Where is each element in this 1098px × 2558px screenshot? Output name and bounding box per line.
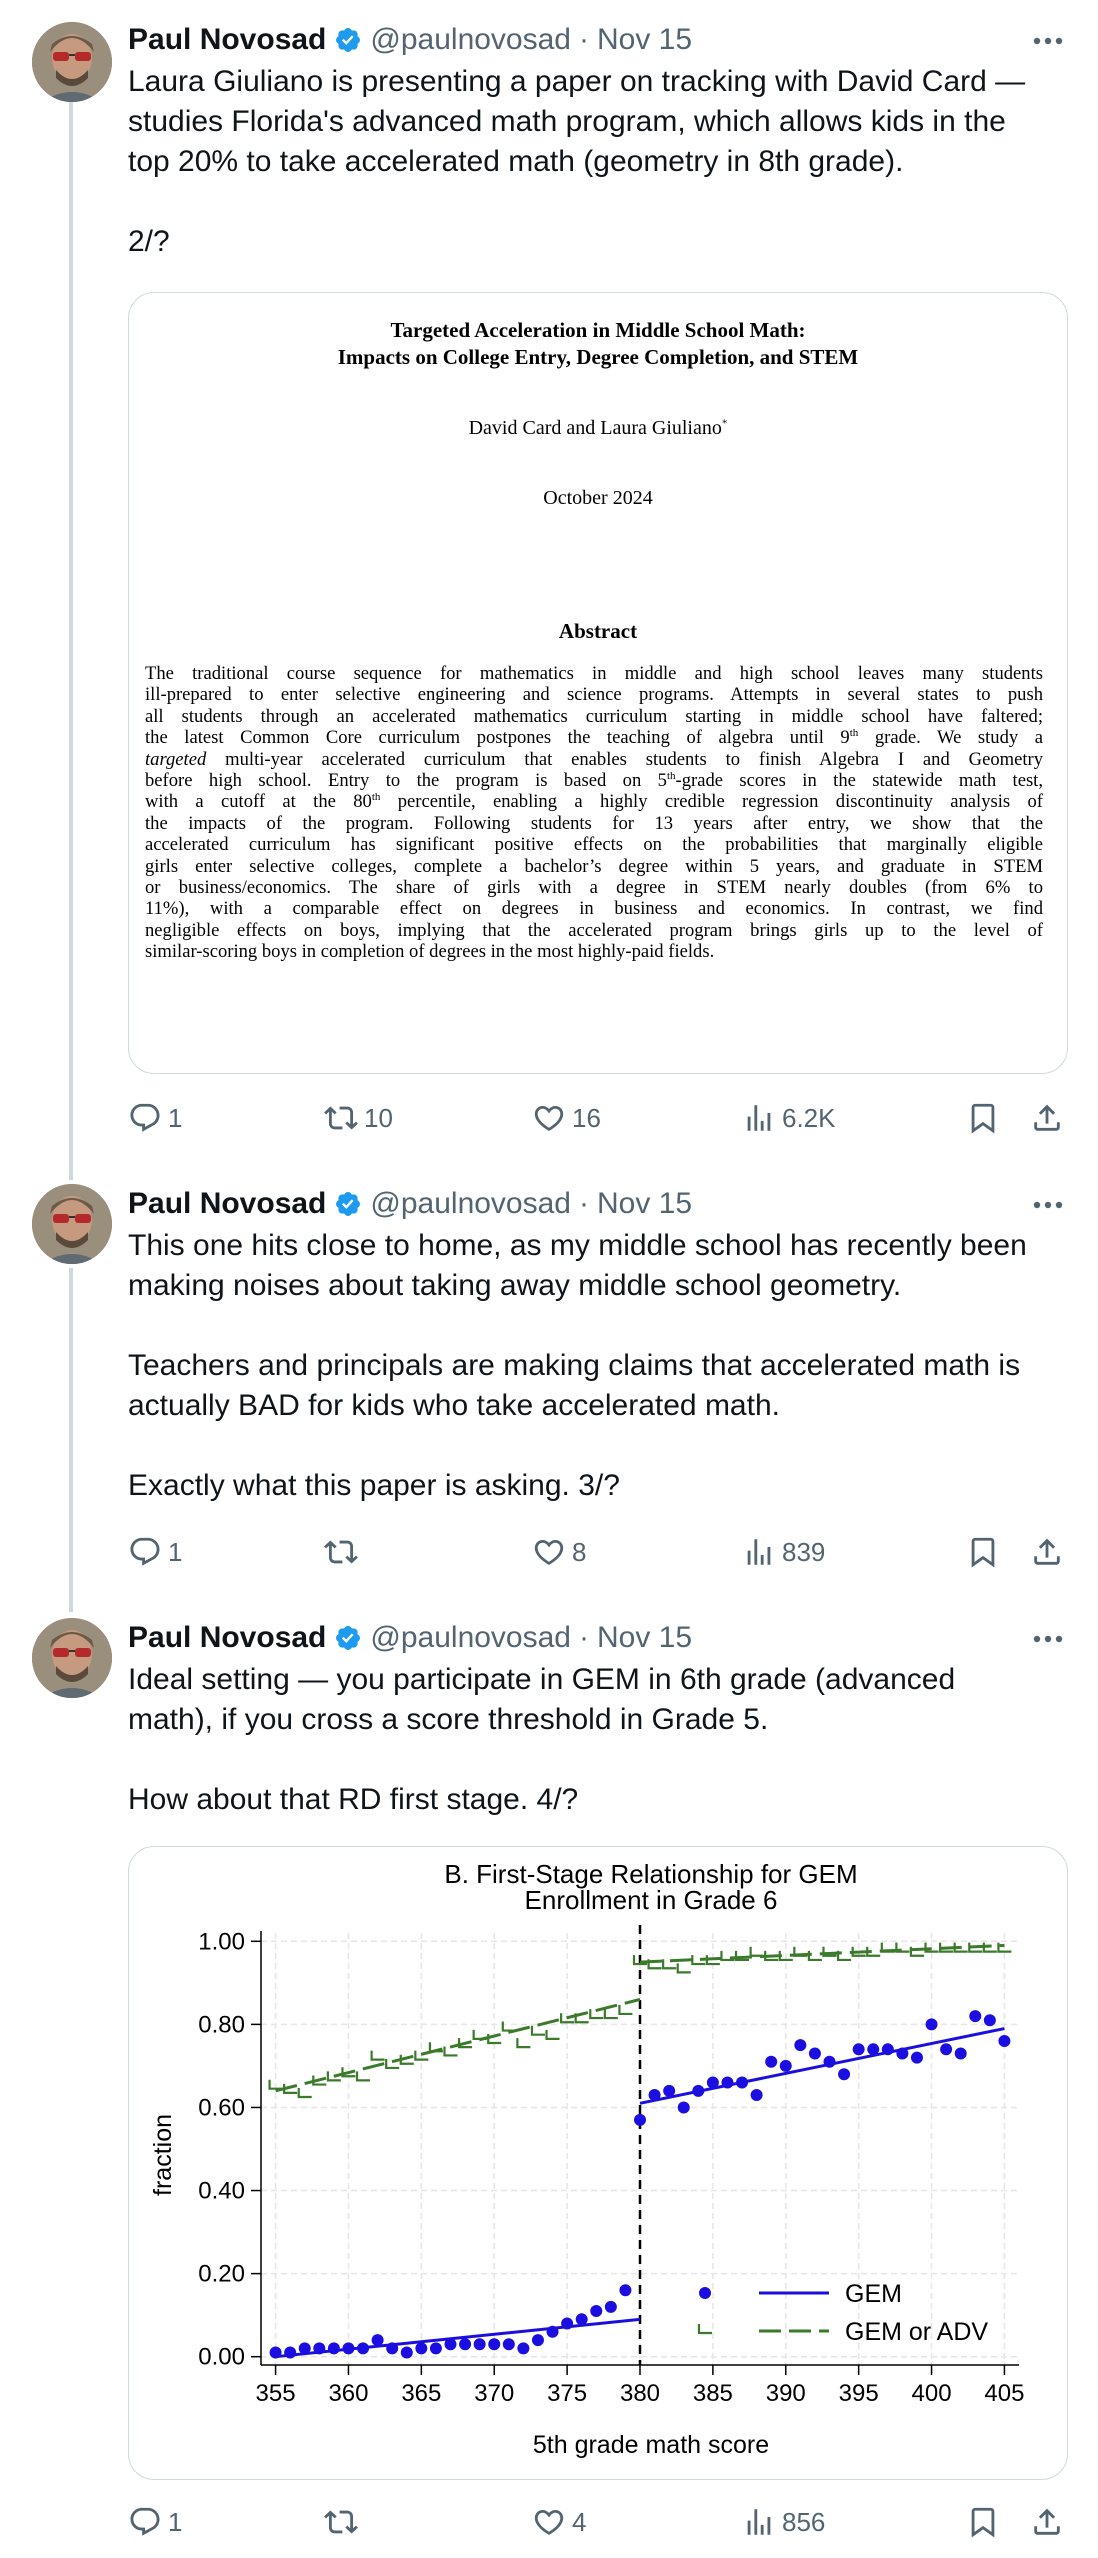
like-icon xyxy=(532,1101,566,1135)
data-point xyxy=(328,2342,340,2354)
data-point xyxy=(896,2047,908,2059)
data-point xyxy=(401,2347,413,2359)
bookmark-icon xyxy=(966,1101,1000,1135)
like-button[interactable] xyxy=(532,2500,586,2544)
chart-x-axis-label: 5th grade math score xyxy=(532,2431,770,2459)
paper-image-card[interactable] xyxy=(128,292,1068,1074)
abstract-body xyxy=(145,663,1043,963)
paper-title-line: Impacts on College Entry, Degree Completion, and STEM xyxy=(337,345,859,369)
share-icon xyxy=(1030,1101,1064,1135)
data-point xyxy=(270,2347,282,2359)
x-tick-label: 370 xyxy=(474,2380,515,2407)
more-icon[interactable] xyxy=(1028,1190,1068,1220)
abstract-line: before high school. Entry to the program is based on 5th-grade scores in the statewide math test, xyxy=(145,769,1043,792)
data-point xyxy=(882,2043,894,2055)
abstract-line: 11%), with a comparable effect on degrees in business and economics. In contrast, we find xyxy=(145,898,1043,920)
like-count: 16 xyxy=(572,1102,601,1133)
paper-date: October 2024 xyxy=(543,487,653,509)
paper-authors-text: David Card and Laura Giuliano xyxy=(468,417,722,439)
data-point xyxy=(721,2077,733,2089)
data-point xyxy=(503,2338,515,2350)
share-button[interactable] xyxy=(1030,1096,1064,1140)
share-button[interactable] xyxy=(1030,1530,1064,1574)
rd-chart xyxy=(129,1847,1067,2479)
tweet-text xyxy=(128,1660,1058,1820)
data-point xyxy=(342,2342,354,2354)
tweet-text-line: How about that RD first stage. 4/? xyxy=(128,1783,579,1816)
data-point xyxy=(590,2305,602,2317)
x-tick-label: 395 xyxy=(838,2380,879,2407)
like-button[interactable] xyxy=(532,1530,586,1574)
abstract-line: negligible effects on boys, implying that the accelerated program brings girls up to the level of xyxy=(145,919,1043,941)
data-point xyxy=(284,2347,296,2359)
author-name[interactable]: Paul Novosad xyxy=(128,1621,327,1654)
fit-line xyxy=(276,1999,640,2090)
legend-marker xyxy=(699,2324,712,2333)
author-handle[interactable]: @paulnovosad xyxy=(370,1187,571,1220)
abstract-line: the latest Common Core curriculum postpones the teaching of algebra until 9th grade. We study a xyxy=(145,727,1044,749)
share-icon xyxy=(1030,1535,1064,1569)
data-point xyxy=(605,2301,617,2313)
data-point xyxy=(955,2047,967,2059)
tweet-header xyxy=(128,1184,692,1224)
author-name[interactable]: Paul Novosad xyxy=(128,23,327,56)
abstract-line: ill-prepared to enter selective engineering and science programs. Attempts in several states to push xyxy=(145,684,1043,706)
x-tick-label: 390 xyxy=(765,2380,806,2407)
tweet-date[interactable]: Nov 15 xyxy=(597,1187,693,1220)
like-count: 8 xyxy=(572,1536,587,1567)
data-point xyxy=(692,2085,704,2097)
tweet-text-line: math), if you cross a score threshold in Grade 5. xyxy=(128,1703,769,1736)
more-icon[interactable] xyxy=(1028,26,1068,56)
tweet-text-line: making noises about taking away middle school geometry. xyxy=(128,1269,902,1302)
data-point xyxy=(299,2342,311,2354)
x-tick-label: 365 xyxy=(401,2380,442,2407)
data-point xyxy=(926,2018,938,2030)
data-point xyxy=(824,2056,836,2068)
tweet-text-line: Laura Giuliano is presenting a paper on tracking with David Card — xyxy=(128,65,1026,98)
abstract-line: the impacts of the program. Following students for 13 years after entry, we show that the xyxy=(145,812,1043,834)
tweet-text-line: This one hits close to home, as my middle school has recently been xyxy=(128,1229,1027,1262)
data-point xyxy=(969,2010,981,2022)
tweet-actions xyxy=(128,1096,1070,1140)
data-point xyxy=(619,2284,631,2296)
y-tick-label: 0.00 xyxy=(198,2343,245,2371)
x-tick-label: 405 xyxy=(984,2380,1025,2407)
paper-authors xyxy=(129,417,1067,440)
data-point xyxy=(707,2077,719,2089)
y-tick-label: 0.40 xyxy=(198,2177,245,2205)
data-point xyxy=(474,2338,486,2350)
repost-button[interactable] xyxy=(324,2500,364,2544)
data-point xyxy=(415,2342,427,2354)
reply-count: 1 xyxy=(168,2506,183,2537)
data-point xyxy=(576,2313,588,2325)
avatar[interactable] xyxy=(32,1184,112,1264)
repost-icon xyxy=(324,1101,358,1135)
repost-icon xyxy=(324,2505,358,2539)
abstract-line: targeted multi-year accelerated curriculum that enables students to finish Algebra I and Geometry xyxy=(145,748,1043,770)
data-point xyxy=(503,2022,516,2031)
fit-line xyxy=(640,1945,1004,1962)
y-tick-label: 0.20 xyxy=(198,2260,245,2288)
x-tick-label: 355 xyxy=(255,2380,296,2407)
data-point xyxy=(386,2342,398,2354)
avatar[interactable] xyxy=(32,1618,112,1698)
tweet-text-line: 2/? xyxy=(128,225,170,258)
x-tick-label: 375 xyxy=(547,2380,588,2407)
separator-dot: · xyxy=(579,1187,589,1220)
author-name[interactable]: Paul Novosad xyxy=(128,1187,327,1220)
tweet-text-line: Teachers and principals are making claims that accelerated math is xyxy=(128,1349,1021,1382)
legend-label: GEM xyxy=(845,2280,902,2308)
paper-title xyxy=(129,317,1067,371)
y-tick-label: 0.80 xyxy=(198,2011,245,2039)
y-tick-label: 0.60 xyxy=(198,2094,245,2122)
more-icon[interactable] xyxy=(1028,1624,1068,1654)
like-button[interactable] xyxy=(532,1096,601,1140)
paper-authors-mark: * xyxy=(721,417,728,430)
bookmark-button[interactable] xyxy=(966,1096,1000,1140)
tweet[interactable] xyxy=(0,0,1098,1180)
data-point xyxy=(998,2035,1010,2047)
tweet-date[interactable]: Nov 15 xyxy=(597,23,693,56)
abstract-line: or business/economics. The share of girls with a degree in STEM nearly doubles (from 6% to xyxy=(145,877,1043,899)
data-point xyxy=(867,2043,879,2055)
bookmark-icon xyxy=(966,2505,1000,2539)
data-point xyxy=(517,2342,529,2354)
views-count: 839 xyxy=(782,1536,826,1567)
views-count: 6.2K xyxy=(782,1102,836,1133)
views-button[interactable] xyxy=(742,1096,836,1140)
y-tick-label: 1.00 xyxy=(198,1928,245,1956)
bookmark-button[interactable] xyxy=(966,2500,1000,2544)
chart-y-axis-label: fraction xyxy=(149,2114,177,2196)
tweet-header xyxy=(128,20,692,60)
bookmark-icon xyxy=(966,1535,1000,1569)
data-point xyxy=(853,2043,865,2055)
verified-badge-icon xyxy=(334,1624,362,1652)
views-icon xyxy=(742,1101,776,1135)
data-point xyxy=(372,2334,384,2346)
tweet[interactable] xyxy=(0,1180,1098,1610)
verified-badge-icon xyxy=(334,1190,362,1218)
data-point xyxy=(751,1947,764,1956)
chart-legend xyxy=(699,2280,988,2346)
x-tick-label: 400 xyxy=(911,2380,952,2407)
reply-button[interactable] xyxy=(128,2500,182,2544)
abstract-line: similar-scoring boys in completion of degrees in the most highly-paid fields. xyxy=(145,941,715,963)
like-icon xyxy=(532,1535,566,1569)
data-point xyxy=(357,2071,370,2080)
reply-button[interactable] xyxy=(128,1530,182,1574)
abstract-line: The traditional course sequence for mathematics in middle and high school leaves many students xyxy=(145,663,1043,684)
repost-count: 10 xyxy=(364,1102,393,1133)
tweet-text-line: Ideal setting — you participate in GEM in 6th grade (advanced xyxy=(128,1663,956,1696)
data-point xyxy=(532,2026,545,2035)
abstract-line: accelerated curriculum has significant positive effects on the probabilities that marginally eligible xyxy=(145,834,1043,856)
data-point xyxy=(605,2009,618,2018)
views-button[interactable] xyxy=(742,1530,825,1574)
avatar-image xyxy=(32,1184,112,1264)
data-point xyxy=(911,2052,923,2064)
abstract-heading: Abstract xyxy=(558,619,638,643)
chart-image-card[interactable] xyxy=(128,1846,1068,2480)
tweet-text-line: Exactly what this paper is asking. 3/? xyxy=(128,1469,620,1502)
chart-title: Enrollment in Grade 6 xyxy=(524,1885,778,1915)
author-handle[interactable]: @paulnovosad xyxy=(370,1621,571,1654)
repost-icon xyxy=(324,1535,358,1569)
tweet-text-line: studies Florida's advanced math program, which allows kids in the xyxy=(128,105,1006,138)
data-point xyxy=(561,2317,573,2329)
separator-dot: · xyxy=(579,23,589,56)
data-point xyxy=(430,2342,442,2354)
reply-icon xyxy=(128,2505,162,2539)
abstract-line: with a cutoff at the 80th percentile, enabling a highly credible regression discontinuity analysis of xyxy=(145,791,1043,813)
reply-count: 1 xyxy=(168,1536,183,1567)
tweet-text-line: actually BAD for kids who take accelerated math. xyxy=(128,1389,780,1422)
share-icon xyxy=(1030,2505,1064,2539)
legend-marker xyxy=(699,2287,711,2299)
data-point xyxy=(751,2089,763,2101)
repost-button[interactable] xyxy=(324,1530,364,1574)
repost-button[interactable] xyxy=(324,1096,393,1140)
x-tick-label: 385 xyxy=(692,2380,733,2407)
tweet-text-line: top 20% to take accelerated math (geometry in 8th grade). xyxy=(128,145,904,178)
verified-badge-icon xyxy=(334,26,362,54)
reply-icon xyxy=(128,1101,162,1135)
data-point xyxy=(547,2326,559,2338)
data-point xyxy=(780,2060,792,2072)
data-point xyxy=(678,1963,691,1972)
data-point xyxy=(532,2334,544,2346)
like-icon xyxy=(532,2505,566,2539)
views-count: 856 xyxy=(782,2506,826,2537)
data-point xyxy=(445,2338,457,2350)
x-tick-label: 380 xyxy=(619,2380,661,2407)
data-point xyxy=(663,2085,675,2097)
paper-title-line: Targeted Acceleration in Middle School Math: xyxy=(390,318,806,342)
views-button[interactable] xyxy=(742,2500,825,2544)
separator-dot: · xyxy=(579,1621,589,1654)
data-point xyxy=(649,2089,661,2101)
data-point xyxy=(547,2030,560,2039)
abstract-line: all students through an accelerated mathematics curriculum starting in middle school have faltered; xyxy=(145,705,1043,727)
share-button[interactable] xyxy=(1030,2500,1064,2544)
avatar[interactable] xyxy=(32,22,112,102)
data-point xyxy=(488,2338,500,2350)
x-tick-label: 360 xyxy=(328,2380,369,2407)
data-point xyxy=(313,2342,325,2354)
author-handle[interactable]: @paulnovosad xyxy=(370,23,571,56)
tweet-text xyxy=(128,62,1058,262)
data-point xyxy=(299,2088,312,2097)
data-point xyxy=(940,2043,952,2055)
avatar-image xyxy=(32,22,112,102)
data-point xyxy=(517,2038,530,2047)
reply-count: 1 xyxy=(168,1102,183,1133)
data-point xyxy=(838,2068,850,2080)
tweet-header xyxy=(128,1618,692,1658)
data-point xyxy=(634,2114,646,2126)
data-point xyxy=(357,2342,369,2354)
data-point xyxy=(678,2101,690,2113)
legend-label: GEM or ADV xyxy=(845,2318,989,2346)
data-point xyxy=(459,2338,471,2350)
chart-title: B. First-Stage Relationship for GEM xyxy=(444,1859,858,1889)
bookmark-button[interactable] xyxy=(966,1530,1000,1574)
tweet-actions xyxy=(128,1530,1070,1574)
data-point xyxy=(765,2056,777,2068)
reply-icon xyxy=(128,1535,162,1569)
tweet-date[interactable]: Nov 15 xyxy=(597,1621,693,1654)
data-point xyxy=(984,2014,996,2026)
data-point xyxy=(736,2077,748,2089)
data-point xyxy=(372,2051,385,2060)
data-point xyxy=(809,2047,821,2059)
tweet-text xyxy=(128,1226,1058,1506)
reply-button[interactable] xyxy=(128,1096,182,1140)
tweet[interactable] xyxy=(0,1614,1098,2558)
views-icon xyxy=(742,2505,776,2539)
data-point xyxy=(794,2039,806,2051)
like-count: 4 xyxy=(572,2506,587,2537)
abstract-line: girls enter selective colleges, complete a bachelor’s degree within 5 years, and graduate in STEM xyxy=(145,855,1043,877)
views-icon xyxy=(742,1535,776,1569)
data-point xyxy=(619,2005,632,2014)
tweet-actions xyxy=(128,2500,1070,2544)
avatar-image xyxy=(32,1618,112,1698)
